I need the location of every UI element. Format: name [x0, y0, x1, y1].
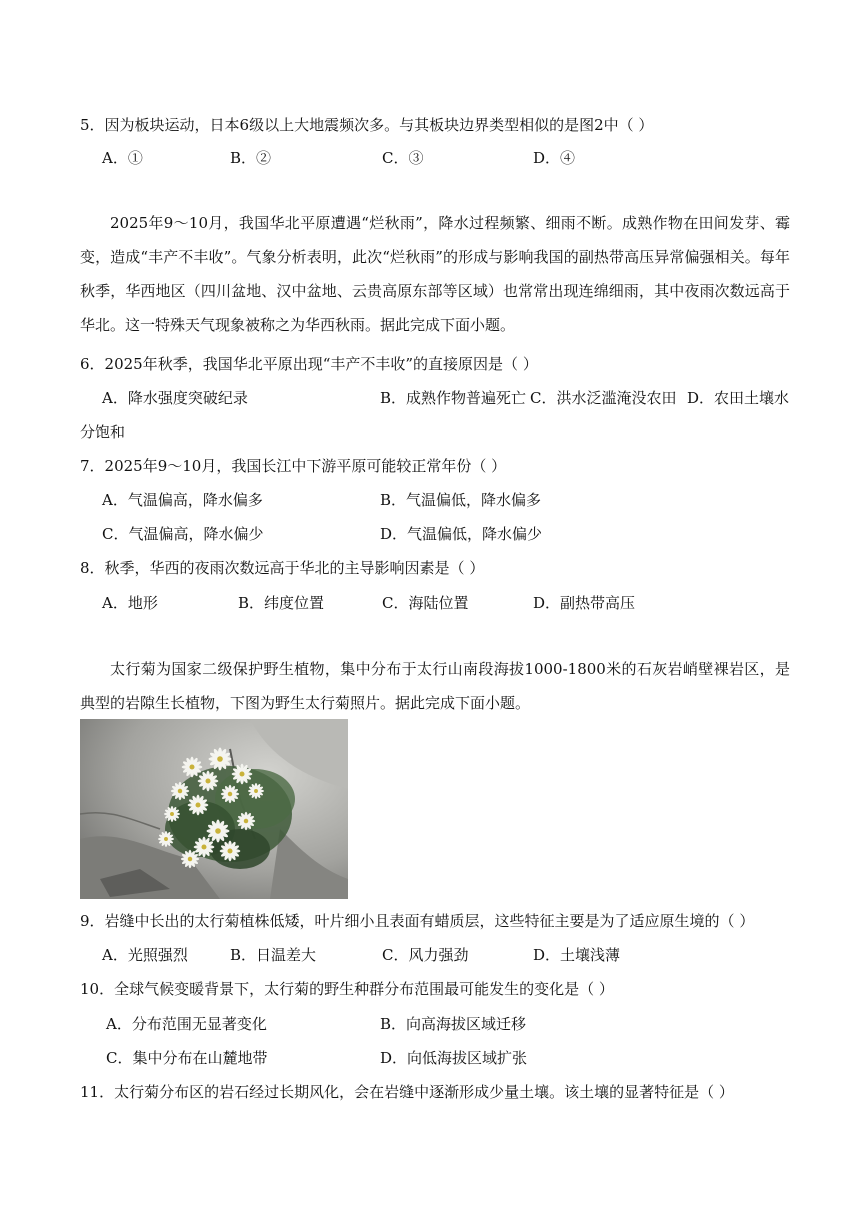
flower-center [201, 844, 206, 849]
flower-center [170, 812, 174, 816]
q10-option-d: D．向低海拔区域扩张 [380, 1049, 528, 1067]
taihang-chrysanthemum-photo [80, 719, 348, 899]
q6-option-d: D．农田土壤水 [687, 389, 790, 407]
flower-center [189, 764, 194, 769]
q7-option-a: A．气温偏高，降水偏多 [102, 491, 263, 509]
question-7-stem: 7．2025年9～10月，我国长江中下游平原可能较正常年份（ ） [80, 457, 507, 475]
flower-center [244, 819, 248, 823]
passage-taihang-chrysanthemum: 太行菊为国家二级保护野生植物，集中分布于太行山南段海拔1000-1800米的石灰岩峭壁裸岩区，是典型的岩隙生长植物，下图为野生太行菊照片。据此完成下面小题。 [80, 660, 790, 712]
q8-option-b: B．纬度位置 [238, 594, 325, 612]
q8-option-a: A．地形 [102, 594, 158, 612]
q5-option-a: A．① [102, 149, 143, 167]
flower-center [239, 771, 244, 776]
question-11-stem: 11．太行菊分布区的岩石经过长期风化，会在岩缝中逐渐形成少量土壤。该土壤的显著特征是（ ） [80, 1083, 734, 1101]
flower-center [188, 857, 192, 861]
flower-center [195, 802, 200, 807]
flower-center [254, 789, 258, 793]
q8-option-d: D．副热带高压 [533, 594, 636, 612]
question-9-stem: 9．岩缝中长出的太行菊植株低矮，叶片细小且表面有蜡质层，这些特征主要是为了适应原生境的（ ） [80, 912, 755, 930]
flower-center [164, 837, 168, 841]
q9-option-a: A．光照强烈 [102, 946, 188, 964]
q6-option-a: A．降水强度突破纪录 [102, 389, 248, 407]
q9-option-b: B．日温差大 [230, 946, 317, 964]
passage-autumn-rain: 2025年9～10月，我国华北平原遭遇“烂秋雨”，降水过程频繁、细雨不断。成熟作物在田间发芽、霉变，造成“丰产不丰收”。气象分析表明，此次“烂秋雨”的形成与影响我国的副热带高压异常偏强相关。每年秋季，华西地区（四川盆地、汉中盆地、云贵高原东部等区域）也常常出现连绵细雨，其中夜雨次数远高于华北。这一特殊天气现象被称之为华西秋雨。据此完成下面小题。 [80, 214, 790, 334]
q6-option-d-wrap: 分饱和 [80, 423, 126, 441]
q10-option-a: A．分布范围无显著变化 [106, 1015, 267, 1033]
flower-center [217, 756, 223, 762]
q9-option-d: D．土壤浅薄 [533, 946, 621, 964]
q7-option-b: B．气温偏低，降水偏多 [380, 491, 542, 509]
q8-option-c: C．海陆位置 [382, 594, 469, 612]
q6-option-b: B．成熟作物普遍死亡 [380, 389, 527, 407]
q6-option-c: C．洪水泛滥淹没农田 [530, 389, 677, 407]
flower-center [215, 828, 221, 834]
q5-option-c: C．③ [382, 149, 424, 167]
q10-option-b: B．向高海拔区域迁移 [380, 1015, 527, 1033]
q7-option-d: D．气温偏低，降水偏少 [380, 525, 543, 543]
q5-option-d: D．④ [533, 149, 576, 167]
q5-option-b: B．② [230, 149, 272, 167]
flower-center [227, 848, 232, 853]
q10-option-c: C．集中分布在山麓地带 [106, 1049, 268, 1067]
q7-option-c: C．气温偏高，降水偏少 [102, 525, 264, 543]
flower-center [228, 792, 232, 796]
question-6-stem: 6．2025年秋季，我国华北平原出现“丰产不丰收”的直接原因是（ ） [80, 355, 538, 373]
question-10-stem: 10．全球气候变暖背景下，太行菊的野生种群分布范围最可能发生的变化是（ ） [80, 980, 614, 998]
question-8-stem: 8．秋季，华西的夜雨次数远高于华北的主导影响因素是（ ） [80, 559, 485, 577]
photo-illustration [80, 719, 348, 899]
flower-center [178, 789, 182, 793]
question-5-stem: 5．因为板块运动，日本6级以上大地震频次多。与其板块边界类型相似的是图2中（ ） [80, 116, 654, 134]
flower-center [205, 778, 210, 783]
q9-option-c: C．风力强劲 [382, 946, 469, 964]
